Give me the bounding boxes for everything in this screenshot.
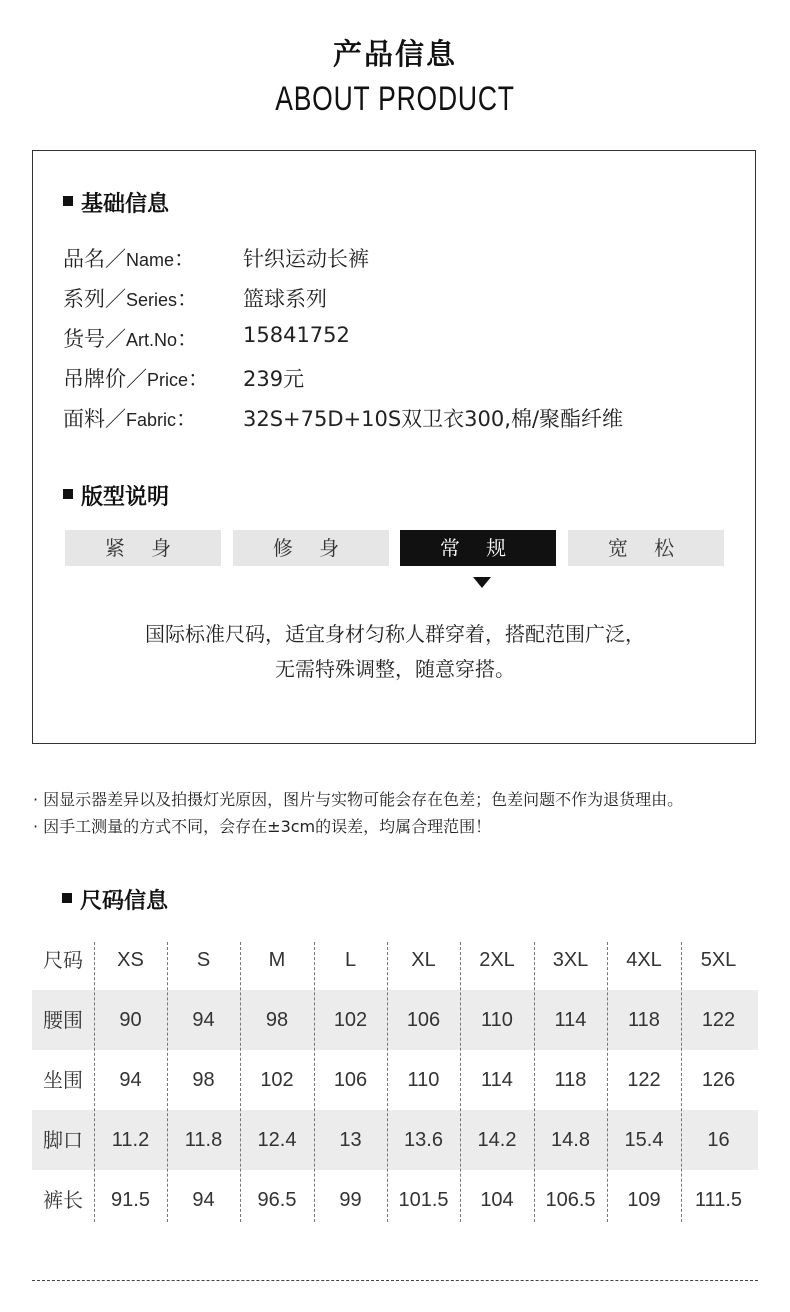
size-cell: 109 — [627, 1189, 661, 1211]
bottom-divider — [32, 1280, 758, 1281]
product-info-box — [32, 150, 756, 744]
size-info-heading — [62, 884, 168, 915]
column-divider — [240, 942, 241, 1222]
info-label: 面料／Fabric： — [63, 407, 198, 431]
basic-info-heading-text: 基础信息 — [81, 192, 170, 217]
info-value: 针织运动长裤 — [243, 247, 369, 271]
size-cell: 114 — [554, 1009, 587, 1031]
info-value: 15841752 — [243, 323, 350, 347]
size-cell: 90 — [119, 1009, 142, 1031]
size-header-row — [32, 930, 758, 990]
square-bullet-icon — [63, 196, 73, 206]
size-cell: 96.5 — [257, 1189, 297, 1211]
square-bullet-icon — [63, 489, 73, 499]
size-header-cell: XS — [117, 949, 144, 971]
size-cell: 14.8 — [551, 1129, 590, 1151]
size-cell: 14.2 — [477, 1129, 517, 1151]
size-cell: 122 — [701, 1009, 736, 1031]
size-header-cell: L — [344, 949, 357, 971]
size-header-cell: 2XL — [479, 949, 515, 971]
size-header-cell: 3XL — [552, 949, 589, 971]
info-label: 系列／Series： — [63, 287, 199, 311]
size-header-cell: 5XL — [700, 949, 737, 971]
info-label: 货号／Art.No： — [63, 327, 199, 351]
column-divider — [167, 942, 168, 1222]
note-measurement-error: · 因手工测量的方式不同，会存在±3cm的误差，均属合理范围！ — [33, 817, 492, 836]
fit-option-slim: 修 身 — [233, 530, 389, 566]
size-row-label: 坐围 — [43, 1068, 83, 1092]
size-cell: 91.5 — [111, 1189, 150, 1211]
size-cell: 94 — [192, 1189, 215, 1211]
size-header-cell: M — [268, 949, 286, 971]
size-row-label: 裤长 — [43, 1188, 83, 1212]
size-cell: 114 — [481, 1069, 513, 1091]
size-row-label: 脚口 — [43, 1128, 83, 1152]
column-divider — [460, 942, 461, 1222]
size-cell: 118 — [628, 1009, 660, 1031]
size-cell: 11.2 — [111, 1129, 150, 1151]
size-cell: 101.5 — [398, 1189, 449, 1211]
size-cell: 11.8 — [184, 1129, 223, 1151]
size-header-cell: XL — [411, 949, 436, 971]
size-header-cell: S — [196, 949, 211, 971]
info-value: 篮球系列 — [243, 287, 327, 311]
size-cell: 126 — [701, 1069, 736, 1091]
column-divider — [681, 942, 682, 1222]
column-divider — [314, 942, 315, 1222]
info-value: 32S+75D+10S双卫衣300,棉/聚酯纤维 — [243, 407, 624, 431]
size-cell: 16 — [707, 1129, 730, 1151]
column-divider — [534, 942, 535, 1222]
note-color-difference: · 因显示器差异以及拍摄灯光原因，图片与实物可能会存在色差；色差问题不作为退货理由。 — [33, 790, 684, 809]
page-title-en: ABOUT PRODUCT — [275, 80, 515, 118]
column-divider — [607, 942, 608, 1222]
size-cell: 12.4 — [257, 1129, 297, 1151]
size-cell: 122 — [627, 1069, 661, 1091]
size-info-heading-text: 尺码信息 — [80, 889, 169, 914]
size-row-waist — [32, 990, 758, 1050]
page-title-cn: 产品信息 — [332, 37, 457, 71]
size-cell: 104 — [480, 1189, 514, 1211]
basic-info-heading — [63, 187, 169, 218]
size-cell: 99 — [339, 1189, 362, 1211]
size-cell: 98 — [192, 1069, 215, 1091]
triangle-down-icon — [473, 577, 491, 588]
size-cell: 102 — [333, 1009, 368, 1031]
info-label: 吊牌价／Price： — [63, 367, 210, 391]
column-divider — [387, 942, 388, 1222]
size-row-hip — [32, 1050, 758, 1110]
size-header-cell: 4XL — [626, 949, 662, 971]
fit-heading-text: 版型说明 — [81, 485, 170, 510]
size-table — [32, 930, 758, 1230]
size-row-length — [32, 1170, 758, 1230]
size-row-leg-opening — [32, 1110, 758, 1170]
size-cell: 98 — [265, 1009, 289, 1031]
size-cell: 106 — [333, 1069, 368, 1091]
size-cell: 94 — [192, 1009, 215, 1031]
size-cell: 15.4 — [624, 1129, 664, 1151]
square-bullet-icon — [62, 893, 72, 903]
size-cell: 94 — [119, 1069, 142, 1091]
size-cell: 110 — [481, 1009, 513, 1031]
size-cell: 110 — [407, 1069, 440, 1091]
size-cell: 106.5 — [545, 1189, 596, 1211]
size-cell: 118 — [554, 1069, 587, 1091]
size-cell: 111.5 — [694, 1189, 743, 1211]
info-value: 239元 — [243, 367, 305, 391]
size-row-label: 腰围 — [43, 1008, 83, 1032]
info-label: 品名／Name： — [63, 247, 196, 271]
size-header-label: 尺码 — [43, 948, 83, 972]
size-cell: 106 — [406, 1009, 441, 1031]
column-divider — [94, 942, 95, 1222]
fit-option-tight: 紧 身 — [65, 530, 221, 566]
fit-option-regular-selected: 常 规 — [400, 530, 556, 566]
size-cell: 102 — [260, 1069, 294, 1091]
size-cell: 13 — [339, 1129, 362, 1151]
fit-description-line2: 无需特殊调整，随意穿搭。 — [275, 657, 515, 681]
fit-option-loose: 宽 松 — [568, 530, 724, 566]
fit-description-line1: 国际标准尺码，适宜身材匀称人群穿着，搭配范围广泛， — [145, 622, 645, 646]
fit-heading — [63, 480, 169, 511]
size-cell: 13.6 — [404, 1129, 443, 1151]
